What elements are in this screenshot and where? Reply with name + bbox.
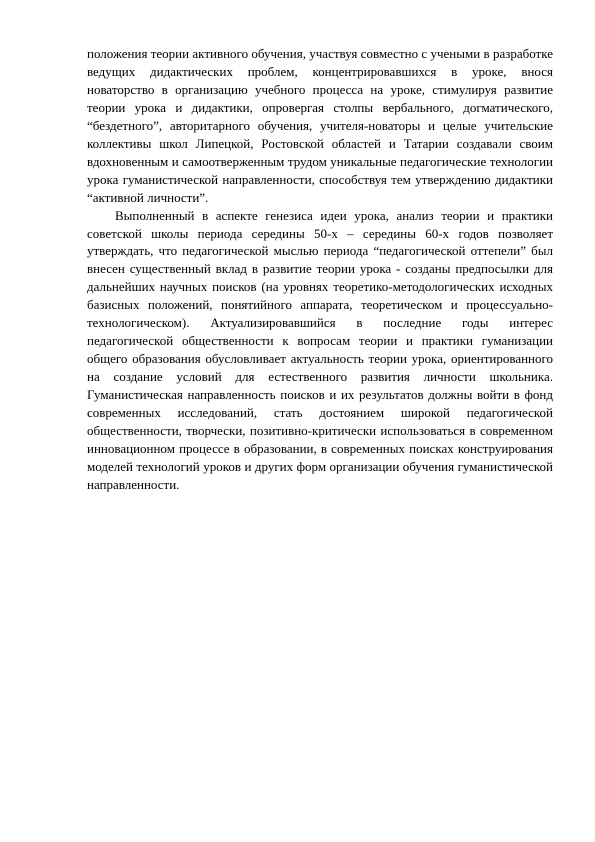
text-line: вербального, догматического, “бездетного”, авторитарного обучения, xyxy=(87,99,554,133)
text-line: практики советской школы периода середины 50-х – середины 60-х xyxy=(87,207,554,241)
body-text xyxy=(87,45,553,494)
paragraph-1 xyxy=(87,45,553,207)
text-line: уроке, внося новаторство в организацию учебного процесса на уроке, xyxy=(87,63,553,97)
text-line: развития личности школьника. Гуманистическая направленность поисков xyxy=(87,369,553,403)
text-line: “педагогической оттепели” был внесен существенный вклад в развитие xyxy=(87,243,553,277)
text-line: разработке ведущих дидактических проблем, концентрировавшихся в xyxy=(87,46,553,79)
text-line: и их результатов должны войти в фонд современных исследований, стать xyxy=(87,387,554,421)
text-line: стимулируя развитие теории урока и дидактики, опровергая столпы xyxy=(87,81,554,115)
text-line: Ростовской областей и Татарии создавали своим вдохновенным и xyxy=(87,135,553,169)
text-line: технологическом). Актуализировавшийся в последние годы интерес xyxy=(87,315,553,331)
text-line: годов позволяет утверждать, что педагогической мыслью периода xyxy=(87,225,554,259)
text-line: гуманизации общего образования обусловливает актуальность теории xyxy=(87,333,554,367)
text-line: учителя-новаторы и целые учительские коллективы школ Липецкой, xyxy=(87,117,553,151)
text-line: Выполненный в аспекте генезиса идеи урока, анализ теории и xyxy=(115,207,495,223)
text-line: педагогической общественности к вопросам теории и практики xyxy=(87,333,473,349)
text-line: моделей технологий уроков и других форм организации обучения xyxy=(87,458,455,474)
text-line: самоотверженным трудом уникальные педагогические технологии урока xyxy=(87,153,553,187)
text-line: (на уровнях теоретико-методологических исходных базисных xyxy=(87,279,553,313)
text-line: процессе в образовании, в современных поисках конструирования xyxy=(179,440,553,456)
text-line: дидактики “активной личности”. xyxy=(87,171,553,205)
text-line: урока, ориентированного на создание условий для естественного xyxy=(87,351,554,385)
text-line: гуманистической направленности. xyxy=(87,458,553,492)
text-line: положения теории активного обучения, участвуя совместно с учеными в xyxy=(87,46,490,61)
text-line: гуманистической направленности, способствуя тем утверждению xyxy=(122,171,491,187)
paragraph-2 xyxy=(87,207,553,494)
text-line: позитивно-критически использоваться в современном инновационном xyxy=(87,423,554,456)
text-line: положений, понятийного аппарата, теоретическом и процессуально- xyxy=(147,297,553,313)
text-line: достоянием широкой педагогической общественности, творчески, xyxy=(87,405,553,439)
text-line: теории урока - созданы предпосылки для дальнейших научных поисков xyxy=(87,261,553,295)
